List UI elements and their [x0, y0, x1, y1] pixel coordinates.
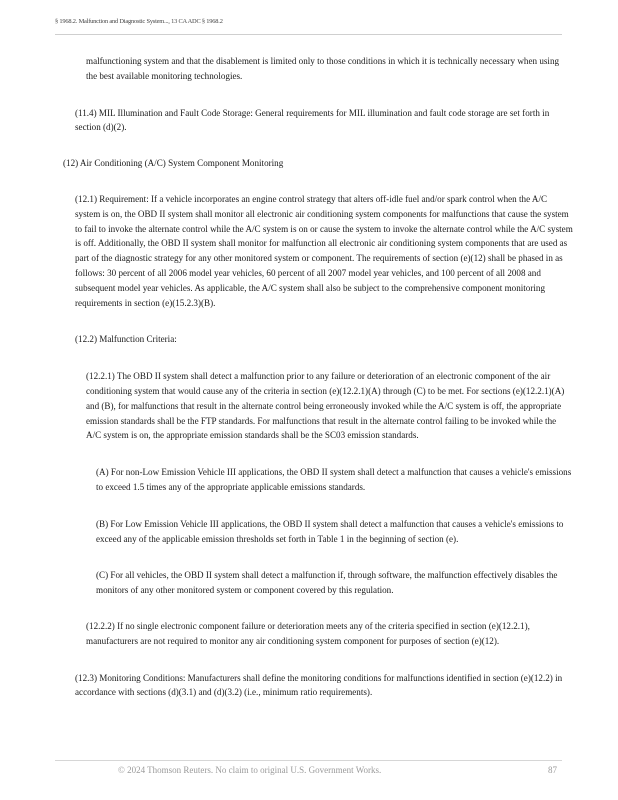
paragraph-12-2-1-a: (A) For non-Low Emission Vehicle III applications, the OBD II system shall detect a malfunction that causes a vehicle's emissions to exceed 1.5 times any of the appropriate applicable emissions standards. — [96, 467, 572, 492]
paragraph-12-2-1-c: (C) For all vehicles, the OBD II system shall detect a malfunction if, through software, the malfunction effectively disables the monitors of any other monitored system or component covered by this regulation. — [96, 570, 558, 596]
paragraph-12-1: (12.1) Requirement: If a vehicle incorporates an engine control strategy that alters off-idle fuel and/or spark control when the A/C system is on, the OBD II system shall monitor all electronic air conditioning system components for malfunctions that cause the system to fail to invoke the alternate control while the A/C system is on or cause the system to invoke the alternate control while the A/C system is off. Additionally, the OBD II system shall monitor for malfunction all electronic air conditioning system components that are used as part of the diagnostic strategy for any other monitored system or component. The requirements of section (e)(12) shall be phased in as follows: 30 percent of all 2006 model year vehicles, 60 percent of all 2007 model year vehicles, and 100 percent of all 2008 and subsequent model year vehicles. As applicable, the A/C system shall also be subject to the comprehensive component monitoring requirements in section (e)(15.2.3)(B). — [75, 193, 573, 308]
paragraph-12-2: (12.2) Malfunction Criteria: — [75, 334, 177, 345]
page-number: 87 — [548, 765, 557, 775]
header-rule — [55, 34, 562, 35]
paragraph-12-2-2: (12.2.2) If no single electronic component failure or deterioration meets any of the criteria specified in section (e)(12.2.1), manufacturers are not required to monitor any air conditioning system component for purposes of section (e)(12). — [86, 620, 530, 646]
paragraph-12-3: (12.3) Monitoring Conditions: Manufacturers shall define the monitoring conditions for malfunctions identified in section (e)(12.2) in accordance with sections (d)(3.1) and (d)(3.2) (i.e., minimum ratio requirements). — [75, 672, 563, 698]
copyright-notice: © 2024 Thomson Reuters. No claim to original U.S. Government Works. — [118, 765, 382, 775]
footer-rule — [55, 760, 562, 761]
paragraph-11-4: (11.4) MIL Illumination and Fault Code Storage: General requirements for MIL illumination and fault code storage are set forth in section (d)(2). — [75, 107, 550, 133]
section-heading-12: (12) Air Conditioning (A/C) System Component Monitoring — [63, 158, 284, 169]
paragraph-continued: malfunctioning system and that the disablement is limited only to those conditions in which it is technically necessary when using the best available monitoring technologies. — [86, 56, 560, 81]
paragraph-12-2-1-b: (B) For Low Emission Vehicle III applications, the OBD II system shall detect a malfunction that causes a vehicle's emissions to exceed any of the applicable emission thresholds set forth in Table 1 in the beginning of section (e). — [96, 518, 564, 544]
paragraph-12-2-1: (12.2.1) The OBD II system shall detect a malfunction prior to any failure or deterioration of an electronic component of the air conditioning system that would cause any of the criteria in section (e)(12.2.1)(A) through (C) to be met. For sections (e)(12.2.1)(A) and (B), for malfunctions that result in the alternate control being erroneously invoked while the A/C system is off, the appropriate emission standards shall be the FTP standards. For malfunctions that result in the alternate control failing to be invoked while the A/C system is on, the appropriate emission standards shall be the SC03 emission standards. — [86, 371, 565, 441]
running-head: § 1968.2. Malfunction and Diagnostic System..., 13 CA ADC § 1968.2 — [55, 18, 223, 25]
document-body — [0, 54, 618, 700]
